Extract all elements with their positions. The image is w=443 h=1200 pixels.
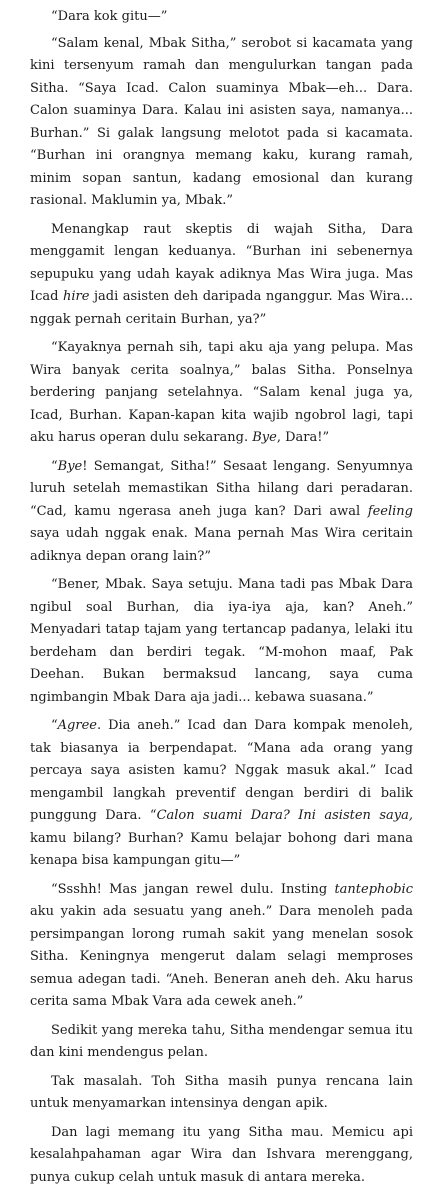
- paragraph: Tak masalah. Toh Sitha masih punya rencana lain untuk menyamarkan intensinya dengan apik.: [30, 1073, 413, 1111]
- paragraph: “Agree. Dia aneh.” Icad dan Dara kompak menoleh, tak biasanya ia berpendapat. “Mana ada orang yang percaya saya asisten kamu? Nggak masuk akal.” Icad mengambil langkah preventif dengan berdiri di balik punggung Dara. “Calon suami Dara? Ini asisten saya, kamu bilang? Burhan? Kamu belajar bohong dari mana kenapa bisa kampungan gitu—”: [30, 718, 413, 868]
- italic-text: tantephobic: [334, 881, 413, 897]
- italic-text: Bye: [57, 458, 83, 474]
- paragraph: Dan lagi memang itu yang Sitha mau. Memicu api kesalahpahaman agar Wira dan Ishvara merenggang, punya cukup celah untuk masuk di antara mereka.: [30, 1124, 413, 1185]
- italic-text: Calon suami Dara? Ini asisten saya,: [156, 808, 413, 823]
- italic-text: Agree: [57, 718, 97, 733]
- paragraph: “Kayaknya pernah sih, tapi aku aja yang pelupa. Mas Wira banyak cerita soalnya,” balas Sitha. Ponselnya berdering panjang setelahnya. “Salam kenal juga ya, Icad, Burhan. Kapan-kapan kita wajib ngobrol lagi, tapi aku harus operan dulu sekarang. Bye, Dara!”: [30, 340, 413, 445]
- paragraph: “Ssshh! Mas jangan rewel dulu. Insting tantephobic aku yakin ada sesuatu yang aneh.” Dara menoleh pada persimpangan lorong rumah sakit yang menelan sosok Sitha. Keningnya mengerut dalam selagi memproses semua adegan tadi. “Aneh. Beneran aneh deh. Aku harus cerita sama Mbak Vara ada cewek aneh.”: [30, 881, 413, 1009]
- italic-text: hire: [63, 289, 90, 304]
- paragraph: “Bye! Semangat, Sitha!” Sesaat lengang. Senyumnya luruh setelah memastikan Sitha hilang dari peradaran. “Cad, kamu ngerasa aneh juga kan? Dari awal feeling saya udah nggak enak. Mana pernah Mas Wira ceritain adiknya depan orang lain?”: [30, 458, 413, 564]
- italic-text: feeling: [367, 503, 413, 519]
- paragraph: “Dara kok gitu—”: [51, 9, 168, 24]
- paragraph: Sedikit yang mereka tahu, Sitha mendengar semua itu dan kini mendengus pelan.: [30, 1022, 413, 1060]
- paragraph: Menangkap raut skeptis di wajah Sitha, Dara menggamit lengan keduanya. “Burhan ini sebenernya sepupuku yang udah kayak adiknya Mas Wira juga. Mas Icad hire jadi asisten deh daripada nganggur. Mas Wira... nggak pernah ceritain Burhan, ya?”: [30, 221, 414, 327]
- italic-text: Bye: [252, 430, 277, 445]
- paragraph: “Salam kenal, Mbak Sitha,” serobot si kacamata yang kini tersenyum ramah dan mengulurkan tangan pada Sitha. “Saya Icad. Calon suaminya Mbak—eh... Dara. Calon suaminya Dara. Kalau ini asisten saya, namanya... Burhan.” Si galak langsung melotot pada si kacamata. “Burhan ini orangnya memang kaku, kurang ramah, minim sopan santun, kadang emosional dan kurang rasional. Maklumin ya, Mbak.”: [30, 35, 413, 208]
- paragraph: “Bener, Mbak. Saya setuju. Mana tadi pas Mbak Dara ngibul soal Burhan, dia iya-iya aja, kan? Aneh.” Menyadari tatap tajam yang tertancap padanya, lelaki itu berdeham dan berdiri tegak. “M-mohon maaf, Pak Deehan. Bukan bermaksud lancang, saya cuma ngimbangin Mbak Dara aja jadi... kebawa suasana.”: [30, 577, 413, 705]
